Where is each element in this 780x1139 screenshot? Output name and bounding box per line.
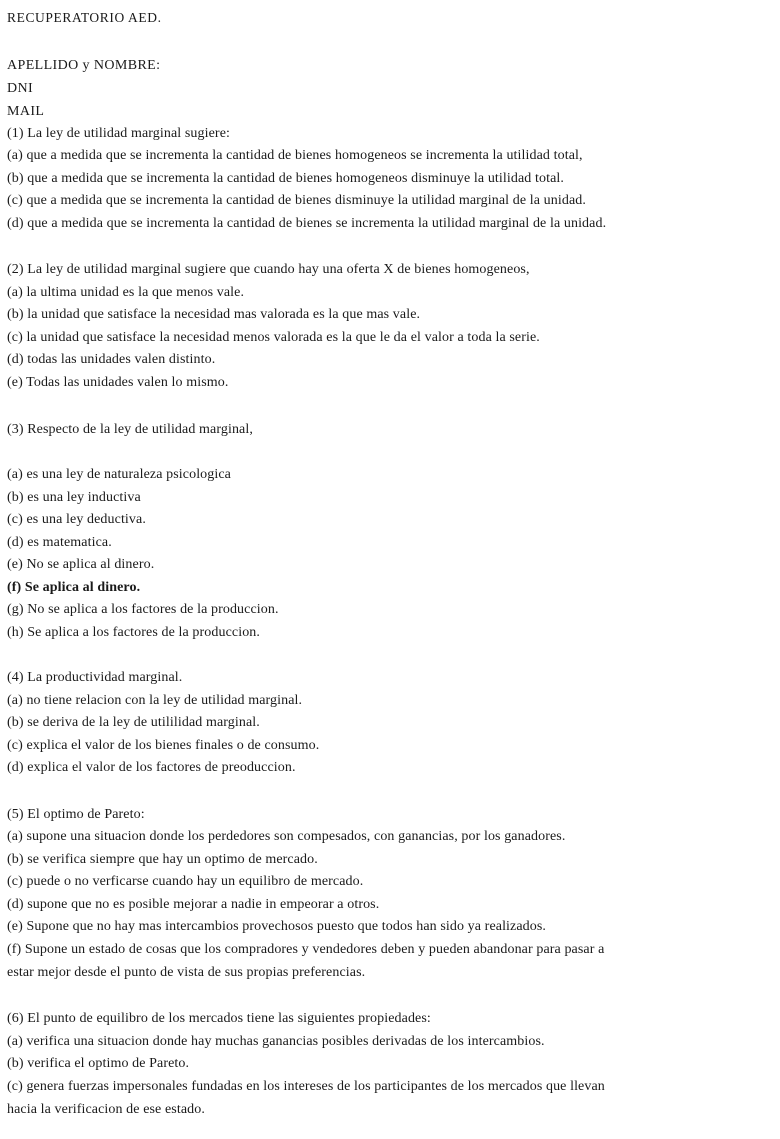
question-5-option-d: (d) supone que no es posible mejorar a nadie in empeorar a otros. (7, 897, 380, 912)
question-4-option-c: (c) explica el valor de los bienes finales o de consumo. (7, 738, 320, 753)
question-6-option-a: (a) verifica una situacion donde hay muchas ganancias posibles derivadas de los intercambios. (7, 1034, 545, 1049)
question-6-option-c-continuation: hacia la verificacion de ese estado. (7, 1102, 205, 1117)
question-4-option-a: (a) no tiene relacion con la ley de utilidad marginal. (7, 693, 303, 708)
question-2-option-c: (c) la unidad que satisface la necesidad menos valorada es la que le da el valor a toda la serie. (7, 330, 540, 345)
question-5-option-f-continuation: estar mejor desde el punto de vista de sus propias preferencias. (7, 965, 366, 980)
question-6-option-c: (c) genera fuerzas impersonales fundadas en los intereses de los participantes de los mercados que llevan (7, 1079, 605, 1094)
question-1-option-a: (a) que a medida que se incrementa la cantidad de bienes homogeneos se incrementa la utilidad total, (7, 148, 583, 163)
field-dni-label: DNI (7, 81, 34, 96)
question-6-stem: (6) El punto de equilibro de los mercados tiene las siguientes propiedades: (7, 1011, 431, 1026)
question-5-option-e: (e) Supone que no hay mas intercambios provechosos puesto que todos han sido ya realizados. (7, 919, 547, 934)
question-2-option-e: (e) Todas las unidades valen lo mismo. (7, 375, 229, 390)
question-3-option-h: (h) Se aplica a los factores de la produccion. (7, 625, 260, 640)
question-5-option-f: (f) Supone un estado de cosas que los compradores y vendedores deben y pueden abandonar para pasar a (7, 942, 605, 957)
question-5-option-c: (c) puede o no verficarse cuando hay un equilibro de mercado. (7, 874, 364, 889)
question-3-option-f: (f) Se aplica al dinero. (7, 580, 141, 595)
question-1-option-b: (b) que a medida que se incrementa la cantidad de bienes homogeneos disminuye la utilidad total. (7, 171, 564, 186)
field-name-label: APELLIDO y NOMBRE: (7, 58, 161, 73)
question-2-option-d: (d) todas las unidades valen distinto. (7, 352, 216, 367)
question-2-option-b: (b) la unidad que satisface la necesidad mas valorada es la que mas vale. (7, 307, 421, 322)
question-2-option-a: (a) la ultima unidad es la que menos vale. (7, 285, 245, 300)
question-3-option-e: (e) No se aplica al dinero. (7, 557, 155, 572)
question-3-option-a: (a) es una ley de naturaleza psicologica (7, 467, 232, 482)
question-3-stem: (3) Respecto de la ley de utilidad marginal, (7, 422, 253, 437)
question-4-stem: (4) La productividad marginal. (7, 670, 183, 685)
exam-title: RECUPERATORIO AED. (7, 10, 162, 25)
question-1-stem: (1) La ley de utilidad marginal sugiere: (7, 126, 231, 141)
question-4-option-b: (b) se deriva de la ley de utililidad marginal. (7, 715, 260, 730)
question-3-option-d: (d) es matematica. (7, 535, 112, 550)
exam-page (7, 0, 775, 1139)
question-1-option-c: (c) que a medida que se incrementa la cantidad de bienes disminuye la utilidad marginal de la unidad. (7, 193, 586, 208)
question-3-option-b: (b) es una ley inductiva (7, 490, 141, 505)
question-1-option-d: (d) que a medida que se incrementa la cantidad de bienes se incrementa la utilidad marginal de la unidad. (7, 216, 607, 231)
question-5-option-b: (b) se verifica siempre que hay un optimo de mercado. (7, 852, 318, 867)
field-mail-label: MAIL (7, 104, 45, 119)
question-5-option-a: (a) supone una situacion donde los perdedores son compesados, con ganancias, por los ganadores. (7, 829, 566, 844)
question-5-stem: (5) El optimo de Pareto: (7, 807, 145, 822)
question-2-stem: (2) La ley de utilidad marginal sugiere que cuando hay una oferta X de bienes homogeneos, (7, 262, 530, 277)
question-6-option-b: (b) verifica el optimo de Pareto. (7, 1056, 190, 1071)
question-3-option-g: (g) No se aplica a los factores de la produccion. (7, 602, 279, 617)
question-4-option-d: (d) explica el valor de los factores de preoduccion. (7, 760, 296, 775)
question-3-option-c: (c) es una ley deductiva. (7, 512, 146, 527)
